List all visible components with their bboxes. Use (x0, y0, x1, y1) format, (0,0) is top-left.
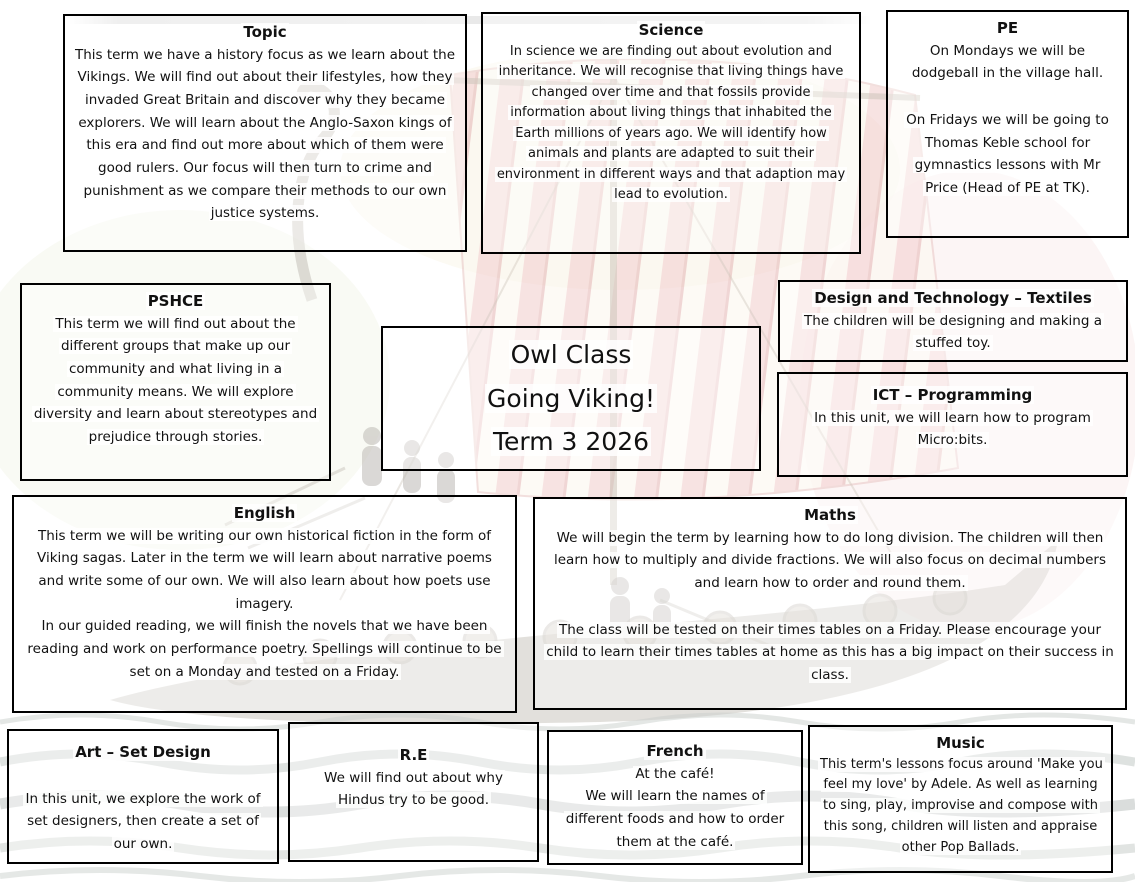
english-box (12, 495, 517, 713)
french-box (547, 730, 803, 865)
science-text: In science we are finding out about evolution and inheritance. We will recognise that living things have changed over time and that fossils provide information about living things that inhabited the Earth millions of years ago. We will identify how animals and plants are adapted to suit their environment in different ways and that adaption may lead to evolution. (496, 43, 846, 203)
class-title-box (381, 326, 761, 471)
art-box (7, 729, 279, 864)
maths-text-1: We will begin the term by learning how to do long division. The children will then learn how to multiply and divide fractions. We will also focus on decimal numbers and learn how to order and round them. (554, 529, 1106, 591)
topic-title: Topic (243, 23, 287, 41)
pe-text-1: On Mondays we will be dodgeball in the village hall. (911, 42, 1104, 82)
design-technology-box (778, 280, 1128, 362)
re-text: We will find out about why Hindus try to be good. (324, 769, 503, 809)
maths-box (533, 497, 1127, 710)
science-title: Science (638, 21, 704, 39)
music-text: This term's lessons focus around 'Make you feel my love' by Adele. As well as learning to sing, play, improvise and compose with this song, children will listen and appraise other Pop Ballads. (820, 756, 1103, 855)
pshce-title: PSHCE (147, 292, 204, 310)
re-box (288, 722, 539, 862)
ict-box (777, 372, 1128, 477)
english-title: English (233, 504, 296, 522)
music-box (808, 725, 1113, 873)
pshce-text: This term we will find out about the different groups that make up our community and what living in a community means. We will explore diversity and learn about stereotypes and prejudice through stories. (33, 315, 318, 445)
class-title-line-1: Owl Class (510, 339, 632, 369)
french-title: French (646, 742, 704, 760)
english-text-1: This term we will be writing our own historical fiction in the form of Viking sagas. Later in the term we will learn about narrative poems and write some of our own. We will also learn about how poets use imagery. (37, 527, 492, 612)
design-technology-title: Design and Technology – Textiles (814, 289, 1092, 307)
design-technology-text: The children will be designing and making a stuffed toy. (804, 312, 1102, 352)
maths-title: Maths (804, 506, 856, 524)
english-text-2: In our guided reading, we will finish the novels that we have been reading and work on performance poetry. Spellings will continue to be set on a Monday and tested on a Friday. (27, 618, 502, 680)
pshce-box (20, 283, 331, 481)
pe-title: PE (996, 19, 1019, 37)
ict-text: In this unit, we will learn how to program Micro:bits. (814, 409, 1091, 449)
art-text: In this unit, we explore the work of set designers, then create a set of our own. (25, 790, 261, 852)
ict-title: ICT – Programming (872, 386, 1033, 404)
french-text-1: At the café! (635, 765, 715, 782)
pe-box (886, 10, 1129, 238)
science-box (481, 12, 861, 254)
topic-text: This term we have a history focus as we learn about the Vikings. We will find out about their lifestyles, how they invaded Great Britain and discover why they became explorers. We will learn about the Anglo-Saxon kings of this era and find out more about which of them were good rulers. Our focus will then turn to crime and punishment as we compare their methods to our own justice systems. (75, 46, 456, 222)
class-title-line-2: Going Viking! (487, 383, 655, 413)
maths-text-2: The class will be tested on their times tables on a Friday. Please encourage your child to learn their times tables at home as this has a big impact on their success in class. (546, 621, 1114, 683)
pe-text-2: On Fridays we will be going to Thomas Keble school for gymnastics lessons with Mr Price (Head of PE at TK). (906, 111, 1109, 196)
music-title: Music (936, 734, 985, 752)
french-text-2: We will learn the names of different foods and how to order them at the café. (565, 788, 785, 850)
topic-box (63, 14, 467, 252)
art-title: Art – Set Design (75, 743, 211, 761)
re-title: R.E (399, 746, 428, 764)
class-title-line-3: Term 3 2026 (492, 427, 650, 457)
